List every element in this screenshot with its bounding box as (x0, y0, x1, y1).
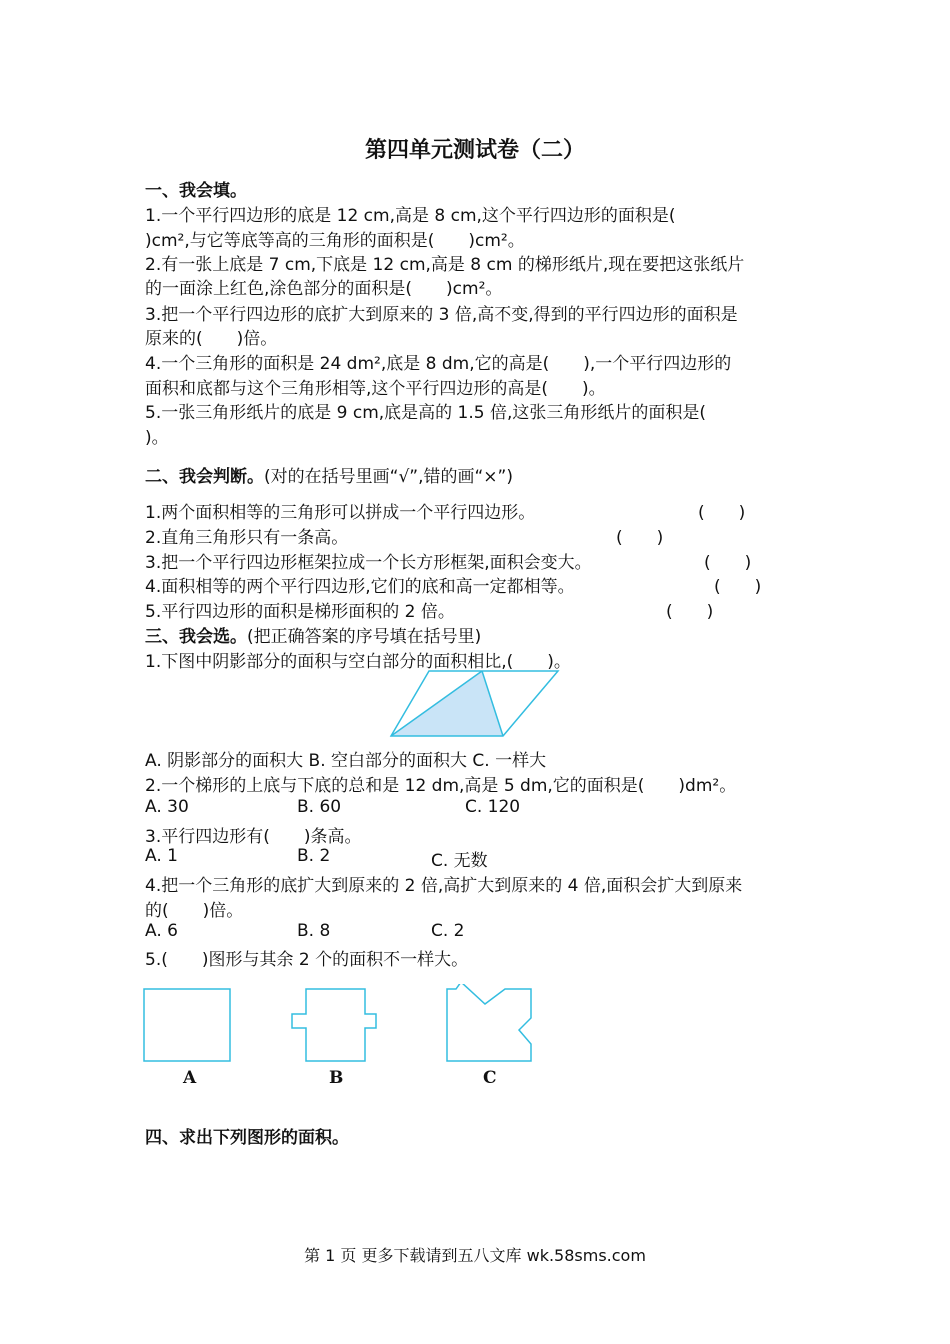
answer-paren[interactable]: ( ) (704, 553, 752, 573)
shape-b (292, 989, 376, 1061)
section-2-note: (对的在括号里画“√”,错的画“×”) (264, 467, 513, 487)
shape-a (144, 989, 230, 1061)
shape-label-b: B (329, 1068, 344, 1088)
option-a[interactable]: A. 30 (145, 797, 189, 817)
shape-label-a: A (183, 1068, 197, 1088)
option-a[interactable]: A. 6 (145, 921, 178, 941)
section-1-line: )cm²,与它等底等高的三角形的面积是( )cm²。 (145, 231, 525, 251)
parallelogram-figure (388, 668, 563, 740)
section-1-line: 的一面涂上红色,涂色部分的面积是( )cm²。 (145, 279, 503, 299)
option-b[interactable]: B. 60 (297, 797, 342, 817)
choice-question-4: 4.把一个三角形的底扩大到原来的 2 倍,高扩大到原来的 4 倍,面积会扩大到原来 (145, 876, 743, 896)
section-1-line: )。 (145, 428, 169, 448)
page-title: 第四单元测试卷（二） (364, 137, 585, 163)
shapes-figure (140, 984, 540, 1066)
option-c[interactable]: C. 无数 (431, 851, 488, 871)
option-b[interactable]: B. 2 (297, 846, 331, 866)
section-3-note: (把正确答案的序号填在括号里) (247, 627, 482, 647)
section-1-line: 面积和底都与这个三角形相等,这个平行四边形的高是( )。 (145, 379, 606, 399)
option-c[interactable]: C. 2 (431, 921, 465, 941)
section-1-line: 原来的( )倍。 (145, 329, 278, 349)
answer-paren[interactable]: ( ) (698, 503, 746, 523)
judge-item: 1.两个面积相等的三角形可以拼成一个平行四边形。 (145, 503, 536, 523)
answer-paren[interactable]: ( ) (616, 528, 664, 548)
section-2-title: 二、我会判断。 (145, 467, 264, 487)
shape-label-c: C (483, 1068, 497, 1088)
judge-item: 2.直角三角形只有一条高。 (145, 528, 349, 548)
choice-question-2: 2.一个梯形的上底与下底的总和是 12 dm,高是 5 dm,它的面积是( )dm²。 (145, 776, 737, 796)
section-1-line: 4.一个三角形的面积是 24 dm²,底是 8 dm,它的高是( ),一个平行四边形的 (145, 354, 732, 374)
choice-question-4-cont: 的( )倍。 (145, 901, 244, 921)
section-3-title: 三、我会选。 (145, 627, 247, 647)
choice-options-1: A. 阴影部分的面积大 B. 空白部分的面积大 C. 一样大 (145, 751, 547, 771)
section-1-line: 2.有一张上底是 7 cm,下底是 12 cm,高是 8 cm 的梯形纸片,现在要把这张纸片 (145, 255, 745, 275)
option-a[interactable]: A. 1 (145, 846, 178, 866)
choice-question-3: 3.平行四边形有( )条高。 (145, 827, 362, 847)
judge-item: 4.面积相等的两个平行四边形,它们的底和高一定都相等。 (145, 577, 575, 597)
answer-paren[interactable]: ( ) (666, 602, 714, 622)
section-1-line: 3.把一个平行四边形的底扩大到原来的 3 倍,高不变,得到的平行四边形的面积是 (145, 305, 738, 325)
option-c[interactable]: C. 120 (465, 797, 521, 817)
shape-c (447, 984, 531, 1061)
judge-item: 5.平行四边形的面积是梯形面积的 2 倍。 (145, 602, 455, 622)
page-footer: 第 1 页 更多下载请到五八文库 wk.58sms.com (304, 1246, 646, 1265)
section-4-heading: 四、求出下列图形的面积。 (145, 1128, 349, 1148)
section-1-heading: 一、我会填。 (145, 181, 247, 201)
section-2-heading (145, 462, 513, 487)
shaded-triangle (391, 671, 503, 736)
section-1-line: 1.一个平行四边形的底是 12 cm,高是 8 cm,这个平行四边形的面积是( (145, 206, 676, 226)
section-1-line: 5.一张三角形纸片的底是 9 cm,底是高的 1.5 倍,这张三角形纸片的面积是( (145, 403, 707, 423)
choice-question-1: 1.下图中阴影部分的面积与空白部分的面积相比,( )。 (145, 652, 571, 672)
judge-item: 3.把一个平行四边形框架拉成一个长方形框架,面积会变大。 (145, 553, 592, 573)
section-3-heading (145, 622, 481, 647)
choice-question-5: 5.( )图形与其余 2 个的面积不一样大。 (145, 950, 469, 970)
answer-paren[interactable]: ( ) (714, 577, 762, 597)
option-b[interactable]: B. 8 (297, 921, 331, 941)
